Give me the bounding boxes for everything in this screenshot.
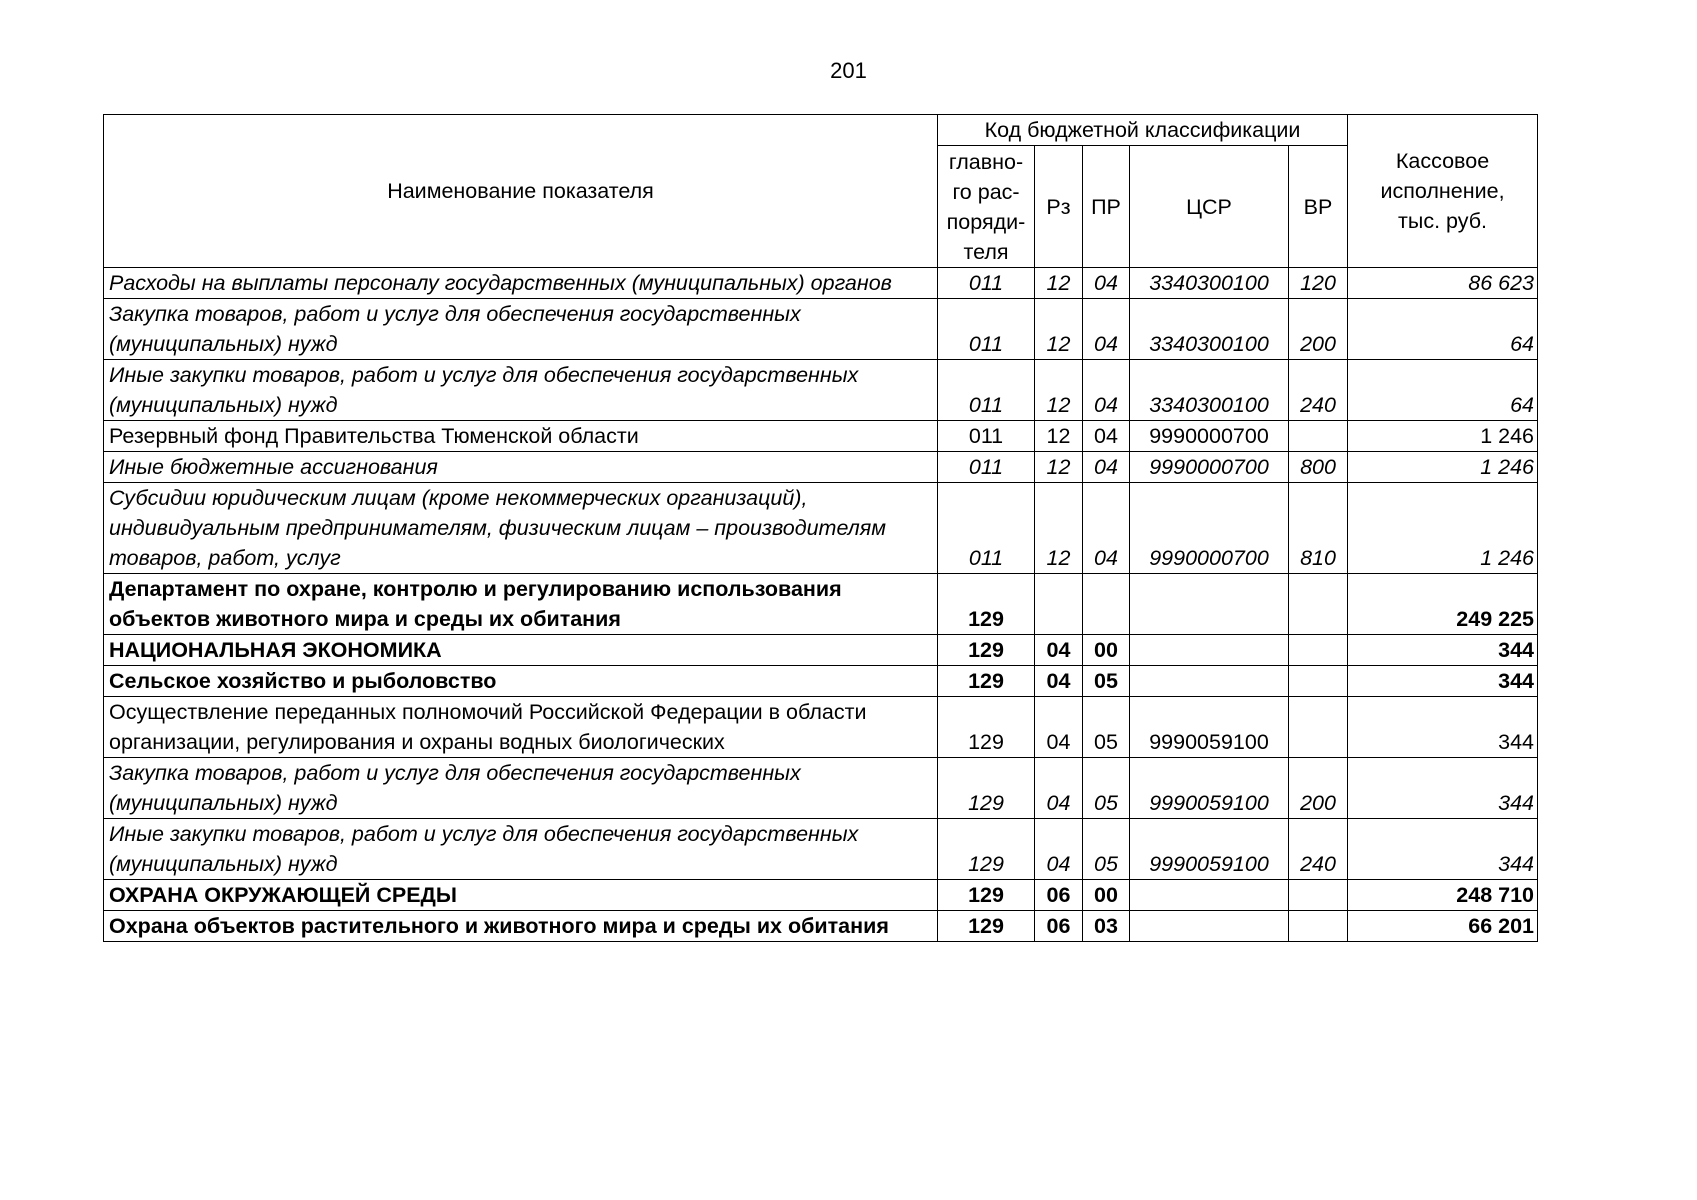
row-vr <box>1289 574 1348 635</box>
header-glav: главно-го рас-поряди-теля <box>938 146 1035 268</box>
table-row <box>104 666 1538 697</box>
row-vr <box>1289 911 1348 942</box>
row-pr: 04 <box>1083 268 1130 299</box>
row-csr <box>1130 880 1289 911</box>
row-vr: 810 <box>1289 483 1348 574</box>
row-glav: 129 <box>938 574 1035 635</box>
row-rz: 06 <box>1035 880 1083 911</box>
row-pr: 04 <box>1083 360 1130 421</box>
row-rz: 12 <box>1035 360 1083 421</box>
row-vr <box>1289 697 1348 758</box>
header-amount: Кассовое исполнение, тыс. руб. <box>1348 115 1538 268</box>
row-name: Охрана объектов растительного и животного мира и среды их обитания <box>104 911 938 942</box>
row-rz: 04 <box>1035 635 1083 666</box>
table-body <box>104 268 1538 942</box>
row-csr <box>1130 635 1289 666</box>
row-name: Сельское хозяйство и рыболовство <box>104 666 938 697</box>
row-rz: 04 <box>1035 666 1083 697</box>
row-pr: 05 <box>1083 819 1130 880</box>
row-glav: 129 <box>938 880 1035 911</box>
row-rz <box>1035 574 1083 635</box>
row-amount: 344 <box>1348 819 1538 880</box>
header-pr: ПР <box>1083 146 1130 268</box>
budget-table-container <box>103 114 1537 942</box>
row-glav: 129 <box>938 819 1035 880</box>
row-name: Иные закупки товаров, работ и услуг для обеспечения государственных (муниципальных) нужд <box>104 819 938 880</box>
table-row <box>104 880 1538 911</box>
row-rz: 06 <box>1035 911 1083 942</box>
row-rz: 12 <box>1035 268 1083 299</box>
row-vr: 120 <box>1289 268 1348 299</box>
row-glav: 011 <box>938 483 1035 574</box>
row-vr: 240 <box>1289 819 1348 880</box>
row-amount: 344 <box>1348 666 1538 697</box>
table-row <box>104 758 1538 819</box>
row-amount: 64 <box>1348 299 1538 360</box>
row-glav: 129 <box>938 666 1035 697</box>
row-glav: 011 <box>938 360 1035 421</box>
table-row <box>104 268 1538 299</box>
header-code-group: Код бюджетной классификации <box>938 115 1348 146</box>
row-vr <box>1289 880 1348 911</box>
row-amount: 249 225 <box>1348 574 1538 635</box>
row-pr: 04 <box>1083 452 1130 483</box>
table-row <box>104 574 1538 635</box>
row-glav: 011 <box>938 452 1035 483</box>
header-rz: Рз <box>1035 146 1083 268</box>
row-name: Осуществление переданных полномочий Российской Федерации в области организации, регулирования и охраны водных биологических <box>104 697 938 758</box>
row-csr: 9990000700 <box>1130 483 1289 574</box>
table-row <box>104 697 1538 758</box>
row-name: Иные закупки товаров, работ и услуг для обеспечения государственных (муниципальных) нужд <box>104 360 938 421</box>
row-amount: 344 <box>1348 635 1538 666</box>
row-csr: 9990059100 <box>1130 697 1289 758</box>
row-csr: 9990059100 <box>1130 758 1289 819</box>
row-glav: 011 <box>938 299 1035 360</box>
row-amount: 1 246 <box>1348 452 1538 483</box>
row-name: Расходы на выплаты персоналу государственных (муниципальных) органов <box>104 268 938 299</box>
table-row <box>104 635 1538 666</box>
row-pr <box>1083 574 1130 635</box>
row-vr <box>1289 635 1348 666</box>
row-rz: 12 <box>1035 452 1083 483</box>
row-glav: 129 <box>938 697 1035 758</box>
row-vr: 200 <box>1289 758 1348 819</box>
row-name: Закупка товаров, работ и услуг для обеспечения государственных (муниципальных) нужд <box>104 299 938 360</box>
row-vr <box>1289 666 1348 697</box>
row-csr: 9990000700 <box>1130 421 1289 452</box>
row-pr: 04 <box>1083 421 1130 452</box>
row-pr: 04 <box>1083 483 1130 574</box>
row-name: НАЦИОНАЛЬНАЯ ЭКОНОМИКА <box>104 635 938 666</box>
row-name: Субсидии юридическим лицам (кроме некоммерческих организаций), индивидуальным предпринимателям, физическим лицам – производителям товаров, работ, услуг <box>104 483 938 574</box>
table-row <box>104 421 1538 452</box>
row-pr: 05 <box>1083 697 1130 758</box>
table-row <box>104 911 1538 942</box>
row-amount: 344 <box>1348 697 1538 758</box>
table-row <box>104 360 1538 421</box>
row-amount: 248 710 <box>1348 880 1538 911</box>
row-name: ОХРАНА ОКРУЖАЮЩЕЙ СРЕДЫ <box>104 880 938 911</box>
row-vr: 240 <box>1289 360 1348 421</box>
header-vr: ВР <box>1289 146 1348 268</box>
table-row <box>104 299 1538 360</box>
row-rz: 12 <box>1035 299 1083 360</box>
row-csr: 3340300100 <box>1130 268 1289 299</box>
row-csr: 3340300100 <box>1130 360 1289 421</box>
row-name: Иные бюджетные ассигнования <box>104 452 938 483</box>
row-glav: 129 <box>938 911 1035 942</box>
row-amount: 1 246 <box>1348 483 1538 574</box>
row-csr <box>1130 911 1289 942</box>
row-amount: 66 201 <box>1348 911 1538 942</box>
row-name: Закупка товаров, работ и услуг для обеспечения государственных (муниципальных) нужд <box>104 758 938 819</box>
page-number: 201 <box>830 58 867 83</box>
row-pr: 00 <box>1083 635 1130 666</box>
row-glav: 129 <box>938 758 1035 819</box>
row-vr <box>1289 421 1348 452</box>
row-name: Резервный фонд Правительства Тюменской области <box>104 421 938 452</box>
row-glav: 011 <box>938 268 1035 299</box>
row-pr: 04 <box>1083 299 1130 360</box>
row-pr: 03 <box>1083 911 1130 942</box>
table-header <box>104 115 1538 268</box>
row-amount: 1 246 <box>1348 421 1538 452</box>
row-rz: 12 <box>1035 483 1083 574</box>
table-row <box>104 819 1538 880</box>
row-amount: 86 623 <box>1348 268 1538 299</box>
row-csr: 9990000700 <box>1130 452 1289 483</box>
row-rz: 04 <box>1035 697 1083 758</box>
row-amount: 344 <box>1348 758 1538 819</box>
row-rz: 04 <box>1035 758 1083 819</box>
row-glav: 129 <box>938 635 1035 666</box>
row-rz: 04 <box>1035 819 1083 880</box>
row-csr <box>1130 666 1289 697</box>
row-amount: 64 <box>1348 360 1538 421</box>
budget-table <box>103 114 1538 942</box>
table-row <box>104 452 1538 483</box>
row-csr: 3340300100 <box>1130 299 1289 360</box>
row-vr: 200 <box>1289 299 1348 360</box>
row-glav: 011 <box>938 421 1035 452</box>
row-pr: 00 <box>1083 880 1130 911</box>
row-vr: 800 <box>1289 452 1348 483</box>
row-name: Департамент по охране, контролю и регулированию использования объектов животного мира и среды их обитания <box>104 574 938 635</box>
row-pr: 05 <box>1083 758 1130 819</box>
header-name: Наименование показателя <box>104 115 938 268</box>
row-csr <box>1130 574 1289 635</box>
row-csr: 9990059100 <box>1130 819 1289 880</box>
header-csr: ЦСР <box>1130 146 1289 268</box>
table-row <box>104 483 1538 574</box>
row-pr: 05 <box>1083 666 1130 697</box>
row-rz: 12 <box>1035 421 1083 452</box>
